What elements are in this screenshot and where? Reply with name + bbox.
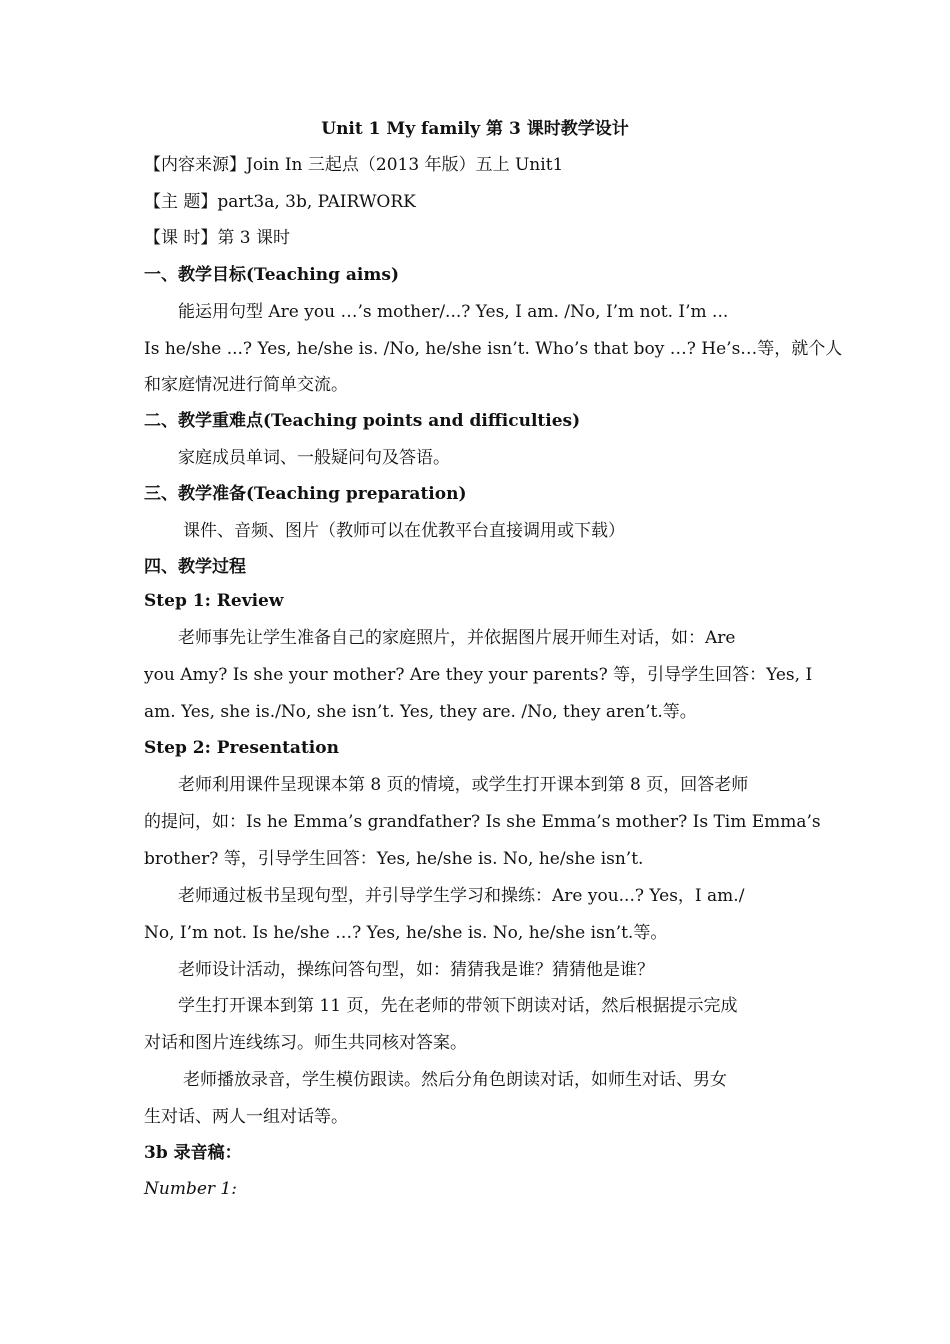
- aims-text-line: Is he/she ...? Yes, he/she is. /No, he/she isn’t. Who’s that boy …? He’s…等，就个人: [144, 339, 843, 359]
- script-heading: 3b 录音稿：: [144, 1143, 242, 1163]
- section-heading-preparation: 三、教学准备(Teaching preparation): [144, 484, 467, 504]
- step2-text-line: 老师设计活动，操练问答句型，如：猜猜我是谁？猜猜他是谁？: [178, 960, 654, 980]
- step2-text-line: 对话和图片连线练习。师生共同核对答案。: [144, 1033, 467, 1053]
- step1-text-line: you Amy? Is she your mother? Are they your parents? 等，引导学生回答：Yes, I: [144, 665, 813, 685]
- step2-text-line: 生对话、两人一组对话等。: [144, 1107, 348, 1127]
- meta-source: 【内容来源】Join In 三起点（2013 年版）五上 Unit1: [144, 155, 564, 175]
- step2-text-line: 学生打开课本到第 11 页，先在老师的带领下朗读对话，然后根据提示完成: [178, 996, 738, 1016]
- step2-text-line: 的提问，如：Is he Emma’s grandfather? Is she Emma’s mother? Is Tim Emma’s: [144, 812, 821, 832]
- step1-text-line: 老师事先让学生准备自己的家庭照片，并依据图片展开师生对话，如：Are: [178, 628, 736, 648]
- aims-text-line: 能运用句型 Are you …’s mother/...? Yes, I am. /No, I’m not. I’m ...: [178, 302, 729, 322]
- step2-text-line: No, I’m not. Is he/she …? Yes, he/she is. No, he/she isn’t.等。: [144, 923, 668, 943]
- script-number-label: Number 1:: [144, 1179, 237, 1199]
- document-title: Unit 1 My family 第 3 课时教学设计: [321, 119, 629, 139]
- step1-heading: Step 1: Review: [144, 591, 284, 611]
- step2-text-line: 老师播放录音，学生模仿跟读。然后分角色朗读对话，如师生对话、男女: [183, 1070, 727, 1090]
- preparation-text-line: 课件、音频、图片（教师可以在优教平台直接调用或下载）: [183, 521, 625, 541]
- section-heading-points: 二、教学重难点(Teaching points and difficulties): [144, 411, 581, 431]
- section-heading-aims: 一、教学目标(Teaching aims): [144, 265, 399, 285]
- meta-period: 【课 时】第 3 课时: [144, 228, 291, 248]
- points-text-line: 家庭成员单词、一般疑问句及答语。: [178, 448, 450, 468]
- meta-topic: 【主 题】part3a, 3b, PAIRWORK: [144, 192, 416, 212]
- aims-text-line: 和家庭情况进行简单交流。: [144, 375, 348, 395]
- step2-text-line: 老师通过板书呈现句型，并引导学生学习和操练：Are you...? Yes，I am./: [178, 886, 745, 906]
- step2-text-line: 老师利用课件呈现课本第 8 页的情境，或学生打开课本到第 8 页，回答老师: [178, 775, 749, 795]
- step1-text-line: am. Yes, she is./No, she isn’t. Yes, they are. /No, they aren’t.等。: [144, 702, 697, 722]
- section-heading-process: 四、教学过程: [144, 557, 246, 577]
- step2-heading: Step 2: Presentation: [144, 738, 339, 758]
- step2-text-line: brother? 等，引导学生回答：Yes, he/she is. No, he/she isn’t.: [144, 849, 644, 869]
